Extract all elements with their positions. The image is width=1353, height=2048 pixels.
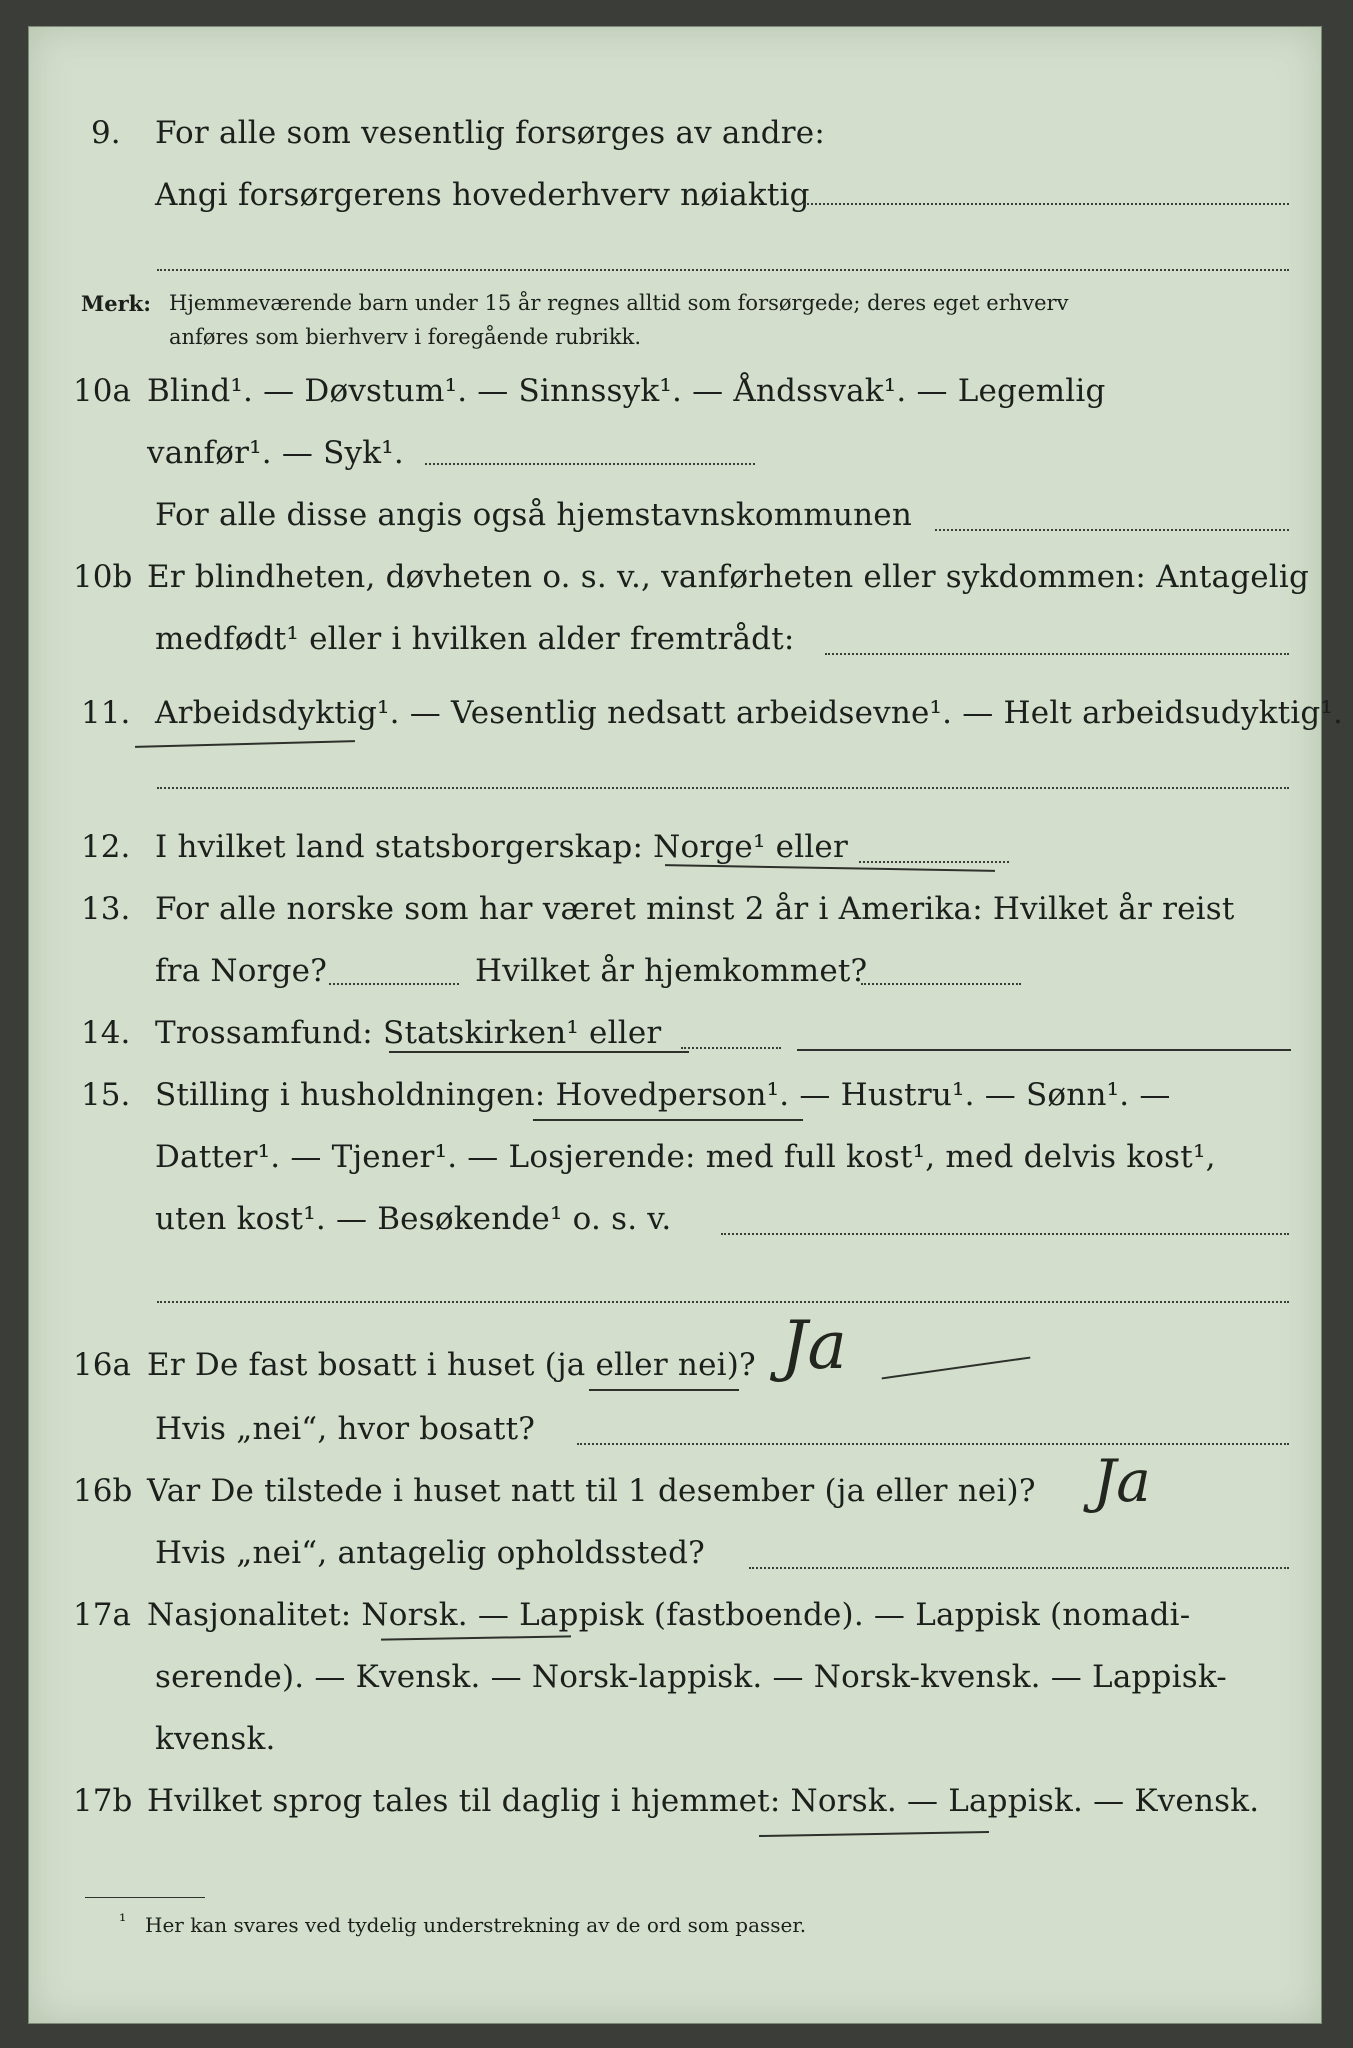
footnote-mark: ¹ xyxy=(119,1911,127,1932)
merk-line1: Hjemmeværende barn under 15 år regnes alltid som forsørgede; deres eget erhverv xyxy=(169,291,1069,315)
q17a-line1: Nasjonalitet: Norsk. — Lappisk (fastboende). — Lappisk (nomadi- xyxy=(147,1597,1191,1633)
merk-label: Merk: xyxy=(81,291,151,316)
q9-answer-line-2[interactable] xyxy=(157,269,1289,271)
q10a-line2: vanfør¹. — Syk¹. xyxy=(147,435,404,471)
q10a-line3: For alle disse angis også hjemstavnskommunen xyxy=(155,497,912,533)
q16a-line1: Er De fast bosatt i huset (ja eller nei)? xyxy=(147,1347,756,1383)
q14-answer-line-2[interactable] xyxy=(797,1049,1291,1051)
q17b-line1: Hvilket sprog tales til daglig i hjemmet: Norsk. — Lappisk. — Kvensk. xyxy=(147,1783,1260,1819)
q11-line1: Arbeidsdyktig¹. — Vesentlig nedsatt arbeidsevne¹. — Helt arbeidsudyktig¹. xyxy=(155,695,1344,731)
q10a-line1: Blind¹. — Døvstum¹. — Sinnssyk¹. — Åndssvak¹. — Legemlig xyxy=(147,373,1106,409)
q15-line2: Datter¹. — Tjener¹. — Losjerende: med full kost¹, med delvis kost¹, xyxy=(155,1139,1216,1175)
q11-answer-line[interactable] xyxy=(157,787,1289,789)
q14-line1: Trossamfund: Statskirken¹ eller xyxy=(155,1015,662,1051)
q9-line2 xyxy=(155,177,810,213)
q16b-line1: Var De tilstede i huset natt til 1 desember (ja eller nei)? xyxy=(147,1473,1036,1509)
q17a-line3: kvensk. xyxy=(155,1721,276,1757)
q9-number: 9. xyxy=(91,115,121,151)
q16a-handwritten-underline xyxy=(589,1389,739,1391)
q17a-handwritten-underline xyxy=(381,1635,571,1640)
q16a-answer-line[interactable] xyxy=(577,1443,1289,1445)
q12-line1: I hvilket land statsborgerskap: Norge¹ eller xyxy=(155,829,848,865)
q16a-answer-stroke xyxy=(882,1357,1031,1380)
q15-number: 15. xyxy=(81,1077,131,1113)
q16a-number: 16a xyxy=(73,1347,131,1383)
q12-handwritten-underline xyxy=(665,864,995,872)
q10b-answer-line[interactable] xyxy=(825,653,1289,655)
q14-answer-line[interactable] xyxy=(681,1047,781,1049)
q11-handwritten-underline xyxy=(135,740,355,748)
q10a-commune-line[interactable] xyxy=(935,529,1289,531)
q15-answer-line-2[interactable] xyxy=(157,1301,1289,1303)
q9-answer-line[interactable] xyxy=(799,203,1289,205)
census-form-page xyxy=(28,26,1344,2024)
footnote-text: Her kan svares ved tydelig understrekning av de ord som passer. xyxy=(145,1913,807,1937)
q15-line1: Stilling i husholdningen: Hovedperson¹. — Hustru¹. — Sønn¹. — xyxy=(155,1077,1171,1113)
q17a-line2: serende). — Kvensk. — Norsk-lappisk. — Norsk-kvensk. — Lappisk- xyxy=(155,1659,1227,1695)
q17b-number: 17b xyxy=(73,1783,133,1819)
q17b-handwritten-underline xyxy=(759,1831,989,1837)
q12-answer-line[interactable] xyxy=(859,861,1009,863)
footnote-rule xyxy=(85,1897,205,1898)
q13-number: 13. xyxy=(81,891,131,927)
q15-line3: uten kost¹. — Besøkende¹ o. s. v. xyxy=(155,1201,672,1237)
q13-departure-line[interactable] xyxy=(329,983,459,985)
q13-line1: For alle norske som har været minst 2 år i Amerika: Hvilket år reist xyxy=(155,891,1235,927)
q16b-handwritten-answer: Ja xyxy=(1093,1447,1151,1515)
q10a-answer-line[interactable] xyxy=(425,463,755,465)
q13-line2: fra Norge? xyxy=(155,953,328,989)
q17a-number: 17a xyxy=(73,1597,131,1633)
q11-number: 11. xyxy=(81,695,131,731)
q13-line2b: Hvilket år hjemkommet? xyxy=(475,953,868,989)
q10b-line1: Er blindheten, døvheten o. s. v., vanførheten eller sykdommen: Antagelig xyxy=(147,559,1310,595)
q10b-number: 10b xyxy=(73,559,133,595)
q14-handwritten-underline xyxy=(389,1051,689,1053)
q16b-answer-line[interactable] xyxy=(749,1567,1289,1569)
q9-line2-text: Angi forsørgerens hovederhverv nøiaktig xyxy=(155,177,810,213)
q10a-number: 10a xyxy=(73,373,131,409)
q9-line1: For alle som vesentlig forsørges av andre: xyxy=(155,115,825,151)
q10b-line2: medfødt¹ eller i hvilken alder fremtrådt: xyxy=(155,621,795,657)
merk-line2: anføres som bierhverv i foregående rubrikk. xyxy=(169,325,642,349)
q14-number: 14. xyxy=(81,1015,131,1051)
q16a-handwritten-answer: Ja xyxy=(781,1307,847,1384)
q16b-number: 16b xyxy=(73,1473,133,1509)
q15-answer-line[interactable] xyxy=(721,1233,1289,1235)
q16a-line2: Hvis „nei“, hvor bosatt? xyxy=(155,1411,536,1447)
q15-handwritten-underline xyxy=(533,1119,803,1121)
q13-return-line[interactable] xyxy=(861,983,1021,985)
q12-number: 12. xyxy=(81,829,131,865)
q16b-line2: Hvis „nei“, antagelig opholdssted? xyxy=(155,1535,705,1571)
